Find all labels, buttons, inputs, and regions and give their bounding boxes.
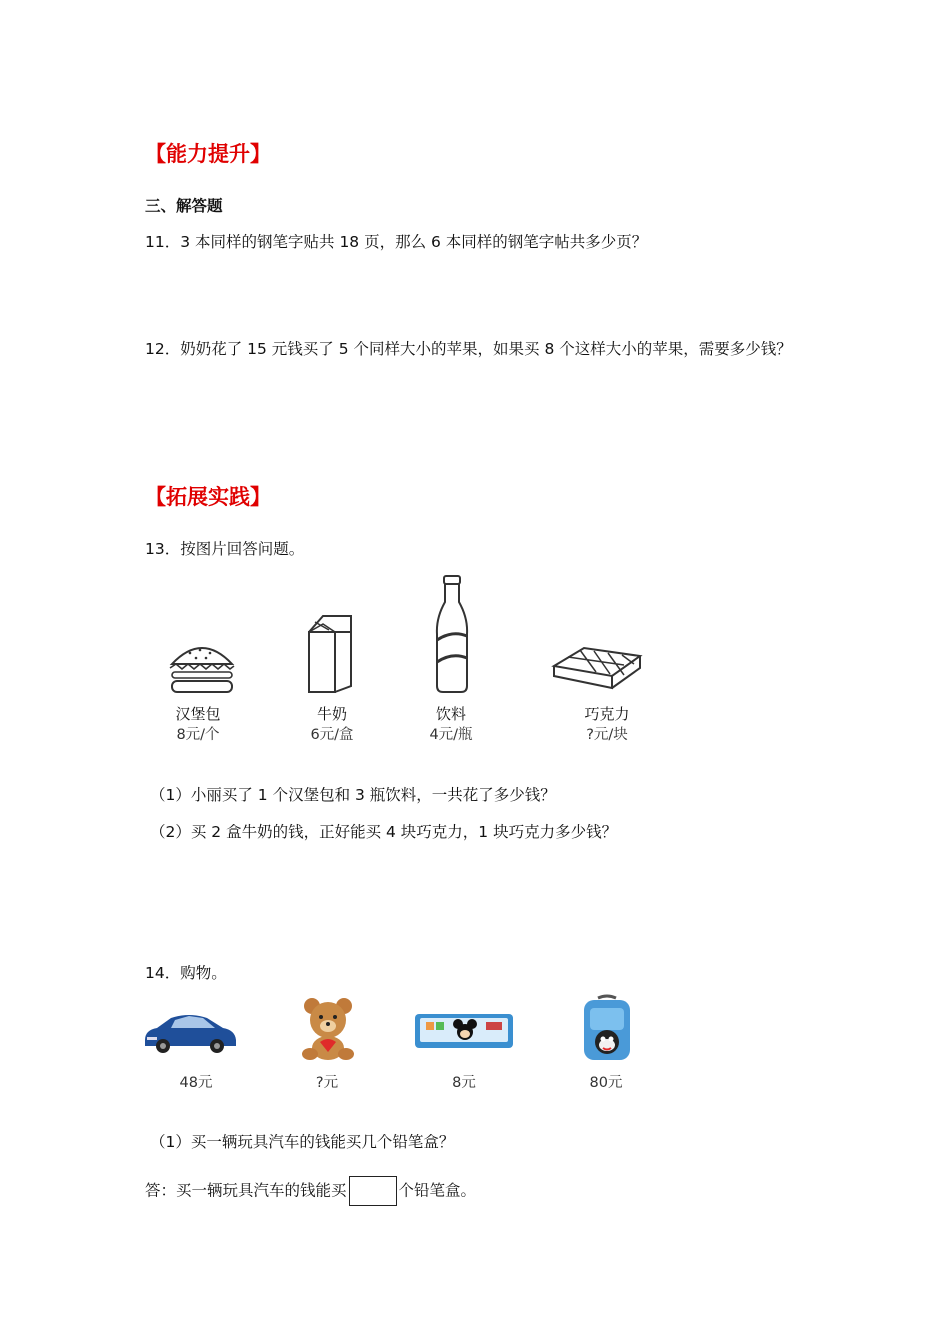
chocolate-bar-icon — [550, 644, 644, 696]
item-label-hamburger: 汉堡包 — [175, 705, 221, 723]
section-title-ability: 【能力提升】 — [145, 142, 271, 166]
milk-carton-icon — [305, 612, 357, 696]
teddy-bear-icon — [300, 996, 356, 1062]
question-13: 13．按图片回答问题。 — [145, 540, 305, 558]
section-title-practice: 【拓展实践】 — [145, 485, 271, 509]
bottle-icon — [432, 574, 472, 696]
question-13-part-2: （2）买 2 盒牛奶的钱，正好能买 4 块巧克力，1 块巧克力多少钱？ — [150, 823, 618, 841]
question-13-part-1: （1）小丽买了 1 个汉堡包和 3 瓶饮料，一共花了多少钱？ — [150, 786, 556, 804]
item-price-teddy-bear: ?元 — [315, 1075, 339, 1091]
item-price-toy-car: 48元 — [179, 1075, 213, 1091]
pencil-box-icon — [414, 1010, 514, 1050]
item-price-chocolate: ?元/块 — [586, 727, 628, 743]
question-14-part-1: （1）买一辆玩具汽车的钱能买几个铅笔盒？ — [150, 1133, 455, 1151]
item-price-milk: 6元/盒 — [310, 727, 354, 743]
answer-suffix: 个铅笔盒。 — [398, 1181, 477, 1200]
item-price-drink: 4元/瓶 — [429, 727, 473, 743]
item-price-backpack: 80元 — [589, 1075, 623, 1091]
answer-blank-box[interactable] — [349, 1176, 397, 1206]
hamburger-icon — [166, 638, 238, 696]
question-14: 14．购物。 — [145, 964, 227, 982]
question-12: 12．奶奶花了 15 元钱买了 5 个同样大小的苹果，如果买 8 个这样大小的苹果，需要多少钱？ — [145, 340, 792, 358]
item-label-drink: 饮料 — [435, 705, 466, 723]
toy-car-icon — [141, 1010, 239, 1054]
answer-line — [145, 1176, 476, 1206]
answer-prefix: 答：买一辆玩具汽车的钱能买 — [145, 1181, 347, 1200]
backpack-icon — [576, 994, 638, 1064]
item-price-hamburger: 8元/个 — [176, 727, 220, 743]
item-label-chocolate: 巧克力 — [584, 705, 630, 723]
item-label-milk: 牛奶 — [316, 705, 347, 723]
question-11: 11．3 本同样的钢笔字贴共 18 页，那么 6 本同样的钢笔字帖共多少页？ — [145, 233, 648, 251]
section-heading: 三、解答题 — [145, 197, 223, 215]
item-price-pencil-box: 8元 — [452, 1075, 476, 1091]
